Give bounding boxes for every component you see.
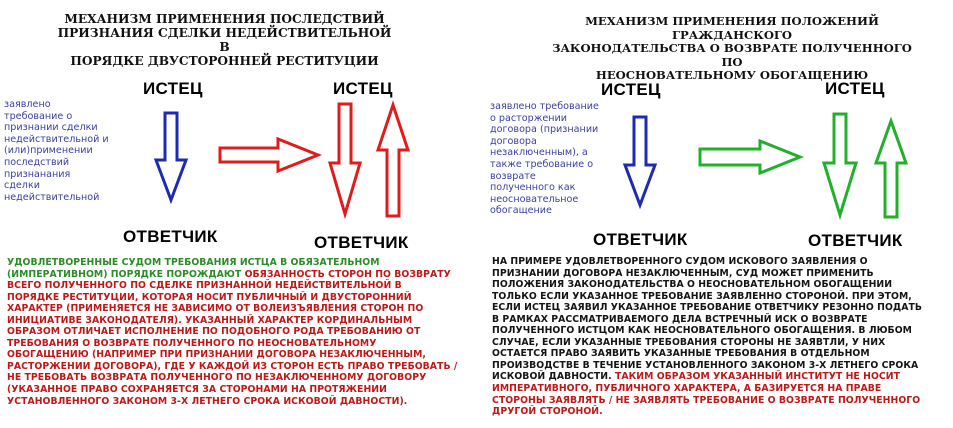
left-claim-note: заявлено требование о признании сделки недействительной и (или)применении последствий признанания сделки недействительной [4,99,109,203]
left-paragraph-red: ОБЯЗАННОСТЬ СТОРОН ПО ВОЗВРАТУ ВСЕГО ПОЛУЧЕННОГО ПО СДЕЛКЕ ПРИЗНАННОЙ НЕДЕЙСТВИТЕЛЬНОЙ В ПОРЯДКЕ РЕСТИТУЦИИ, КОТОРАЯ НОСИТ ПУБЛИЧНЫЙ И ДВУСТОРОННИЙ ХАРАКТЕР (ПРИМЕНЯЕТСЯ НЕ ЗАВИСИМО ОТ ВОЛЕИЗЪЯВЛЕНИЯ СТОРОН ПО ИНИЦИАТИВЕ ЗАКОНОДАТЕЛЯ). УКАЗАННЫЙ ХАРАКТЕР КОРДИНАЛЬНЫМ ОБРАЗОМ ОТЛИЧАЕТ ИСПОЛНЕНИЕ ПО ПОДОБНОГО РОДА ТРЕБОВАНИЮ ОТ ТРЕБОВАНИЯ О ВОЗВРАТЕ ПОЛУЧЕННОГО ПО НЕОСНОВАТЕЛЬНОМУ ОБОГАЩЕНИЮ (НАПРИМЕР ПРИ ПРИЗНАНИИ ДОГОВОРА НЕЗАКЛЮЧЕННЫМ, РАСТОРЖЕНИИ ДОГОВОРА), ГДЕ У КАЖДОЙ ИЗ СТОРОН ЕСТЬ ПРАВО ТРЕБОВАТЬ / НЕ ТРЕБОВАТЬ ВОЗВРАТА ПОЛУЧЕННОГО ПО НЕЗАКЛЮЧЕННОМУ ДОГОВОРУ (УКАЗАННОЕ ПРАВО СОХРАНЯЕТСЯ ЗА СТОРОНАМИ НА ПРОТЯЖЕНИИ УСТАНОВЛЕННОГО ЗАКОНОМ 3-Х ЛЕТНЕГО СРОКА ИСКОВОЙ ДАВНОСТИ). [7,268,458,407]
right-paragraph-red: ТАКИМ ОБРАЗОМ УКАЗАННЫЙ ИНСТИТУТ НЕ НОСИТ ИМПЕРАТИВНОГО, ПУБЛИЧНОГО ХАРАКТЕРА, А БАЗИРУЕТСЯ НА ПРАВЕ СТОРОНЫ ЗАЯВЛЯТЬ / НЕ ЗАЯВЛЯТЬ ТРЕБОВАНИЕ О ВОЗВРАТЕ ПОЛУЧЕННОГО ДРУГОЙ СТОРОНОЙ. [492,371,921,418]
right-title: МЕХАНИЗМ ПРИМЕНЕНИЯ ПОЛОЖЕНИЙ ГРАЖДАНСКОГО ЗАКОНОДАТЕЛЬСТВА О ВОЗВРАТЕ ПОЛУЧЕННОГО ПО НЕОСНОВАТЕЛЬНОМУ ОБОГАЩЕНИЮ [552,14,912,82]
left-plaintiff-label: ИСТЕЦ [143,79,203,98]
left-transition-right-arrow [220,139,318,171]
left-defendant-label-2: ОТВЕТЧИК [314,233,409,252]
right-defendant-label: ОТВЕТЧИК [593,230,688,249]
right-plaintiff-label: ИСТЕЦ [601,80,661,99]
left-claim-down-arrow [156,113,186,200]
left-defendant-label: ОТВЕТЧИК [123,227,218,246]
left-restitution-down-arrow [330,104,360,214]
right-paragraph-dark: НА ПРИМЕРЕ УДОВЛЕТВОРЕННОГО СУДОМ ИСКОВОГО ЗАЯВЛЕНИЯ О ПРИЗНАНИИ ДОГОВОРА НЕЗАКЛЮЧЕННЫМ, СУД МОЖЕТ ПРИМЕНИТЬ ПОЛОЖЕНИЯ ЗАКОНОДАТЕЛЬСТВА О НЕОСНОВАТЕЛЬНОМ ОБОГАЩЕНИИ ТОЛЬКО ЕСЛИ УКАЗАННОЕ ТРЕБОВАНИЕ ЗАЯВЛЕННО СТОРОНОЙ. ПРИ ЭТОМ, ЕСЛИ ИСТЕЦ ЗАЯВИЛ УКАЗАННОЕ ТРЕБОВАНИЕ ОТВЕТЧИКУ РЕЗОННО ПОДАТЬ В РАМКАХ РАССМАТРИВАЕМОГО ДЕЛА ВСТРЕЧНЫЙ ИСК О ВОЗВРАТЕ ПОЛУЧЕННОГО ИСТЦОМ КАК НЕОСНОВАТЕЛЬНОГО ОБОГАЩЕНИЯ. В ЛЮБОМ СЛУЧАЕ, ЕСЛИ УКАЗАННЫЕ ТРЕБОВАНИЯ СТОРОНЫ НЕ ЗАЯВТЛИ, У НИХ ОСТАЕТСЯ ПРАВО ЗАЯВИТЬ УКАЗАННЫЕ ТРЕБОВАНИЯ В ОТДЕЛЬНОМ ПРОИЗВОДСТВЕ В ТЕЧЕНИЕ УСТАНОВЛЕННОГО ЗАКОНОМ 3-Х ЛЕТНЕГО СРОКА ИСКОВОЙ ДАВНОСТИ. [492,256,923,383]
right-claim-note: заявлено требование о расторжении договора (признании договора незаключенным), а также требование о возврате полученного как неосновательное обогащение [490,101,599,217]
right-plaintiff-label-2: ИСТЕЦ [825,79,885,98]
left-plaintiff-label-2: ИСТЕЦ [333,79,393,98]
left-paragraph-green: УДОВЛЕТВОРЕННЫЕ СУДОМ ТРЕБОВАНИЯ ИСТЦА В ОБЯЗАТЕЛЬНОМ (ИМПЕРАТИВНОМ) ПОРЯДКЕ ПОРОЖДАЮТ [7,257,380,280]
left-title: МЕХАНИЗМ ПРИМЕНЕНИЯ ПОСЛЕДСТВИЙ ПРИЗНАНИЯ СДЕЛКИ НЕДЕЙСТВИТЕЛЬНОЙ В ПОРЯДКЕ ДВУСТОРОННЕЙ РЕСТИТУЦИИ [57,12,392,68]
right-defendant-label-2: ОТВЕТЧИК [808,231,903,250]
left-restitution-up-arrow [378,105,408,216]
right-enrichment-up-arrow [876,121,906,217]
right-enrichment-down-arrow [824,114,856,215]
right-claim-down-arrow [625,117,655,205]
right-transition-right-arrow [700,141,800,173]
